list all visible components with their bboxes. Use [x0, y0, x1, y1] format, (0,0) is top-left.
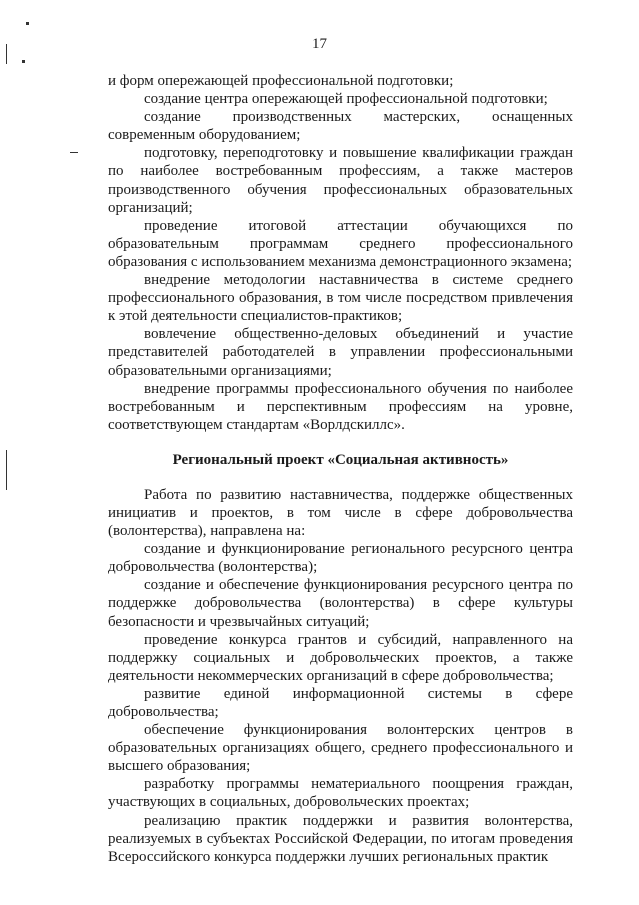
paragraph: создание центра опережающей профессиональной подготовки;: [144, 91, 548, 108]
paragraph: проведение конкурса грантов и субсидий, направленного на поддержку социальных и добровольческих проектов, а также деятельности некоммерческих организаций в сфере добровольчества;: [108, 631, 573, 684]
scan-mark: [22, 60, 25, 63]
paragraph: создание и обеспечение функционирования ресурсного центра по поддержке добровольчества (волонтерства) в сфере культуры безопасности и чрезвычайных ситуаций;: [108, 577, 573, 630]
paragraph: внедрение программы профессионального обучения по наиболее востребованным и перспективным профессиям на уровне, соответствующем стандартам «Ворлдскиллс».: [108, 380, 573, 433]
paragraph: реализацию практик поддержки и развития волонтерства, реализуемых в субъектах Российской Федерации, по итогам проведения Всероссийского конкурса поддержки лучших региональных практик: [108, 812, 573, 865]
paragraph: и форм опережающей профессиональной подготовки;: [108, 73, 454, 89]
paragraph: разработку программы нематериального поощрения граждан, участвующих в социальных, добровольческих проектах;: [108, 776, 573, 811]
paragraph: создание и функционирование регионального ресурсного центра добровольчества (волонтерства);: [108, 541, 573, 576]
paragraph: проведение итоговой аттестации обучающихся по образовательным программам среднего профессионального образования с использованием механизма демонстрационного экзамена;: [108, 217, 573, 270]
paragraph: внедрение методологии наставничества в системе среднего профессионального образования, в том числе посредством привлечения к этой деятельности специалистов-практиков;: [108, 272, 573, 325]
document-body: [108, 72, 573, 866]
scan-mark: [26, 22, 29, 25]
scan-mark: [70, 152, 78, 153]
paragraph: развитие единой информационной системы в сфере добровольчества;: [108, 685, 573, 720]
paragraph: подготовку, переподготовку и повышение квалификации граждан по наиболее востребованным профессиям, а также мастеров производственного обучения профессиональных образовательных организаций;: [108, 145, 573, 216]
scan-mark: [6, 450, 7, 490]
paragraph: Работа по развитию наставничества, поддержке общественных инициатив и проектов, в том числе в сфере добровольчества (волонтерства), направлена на:: [108, 486, 573, 540]
page-number: 17: [312, 36, 327, 52]
paragraph: создание производственных мастерских, оснащенных современным оборудованием;: [108, 109, 573, 144]
section-heading: Региональный проект «Социальная активность»: [172, 451, 509, 468]
paragraph: вовлечение общественно-деловых объединений и участие представителей работодателей в управлении профессиональными образовательными организациями;: [108, 326, 573, 379]
paragraph: обеспечение функционирования волонтерских центров в образовательных организациях общего, среднего профессионального и высшего образования;: [108, 722, 573, 775]
